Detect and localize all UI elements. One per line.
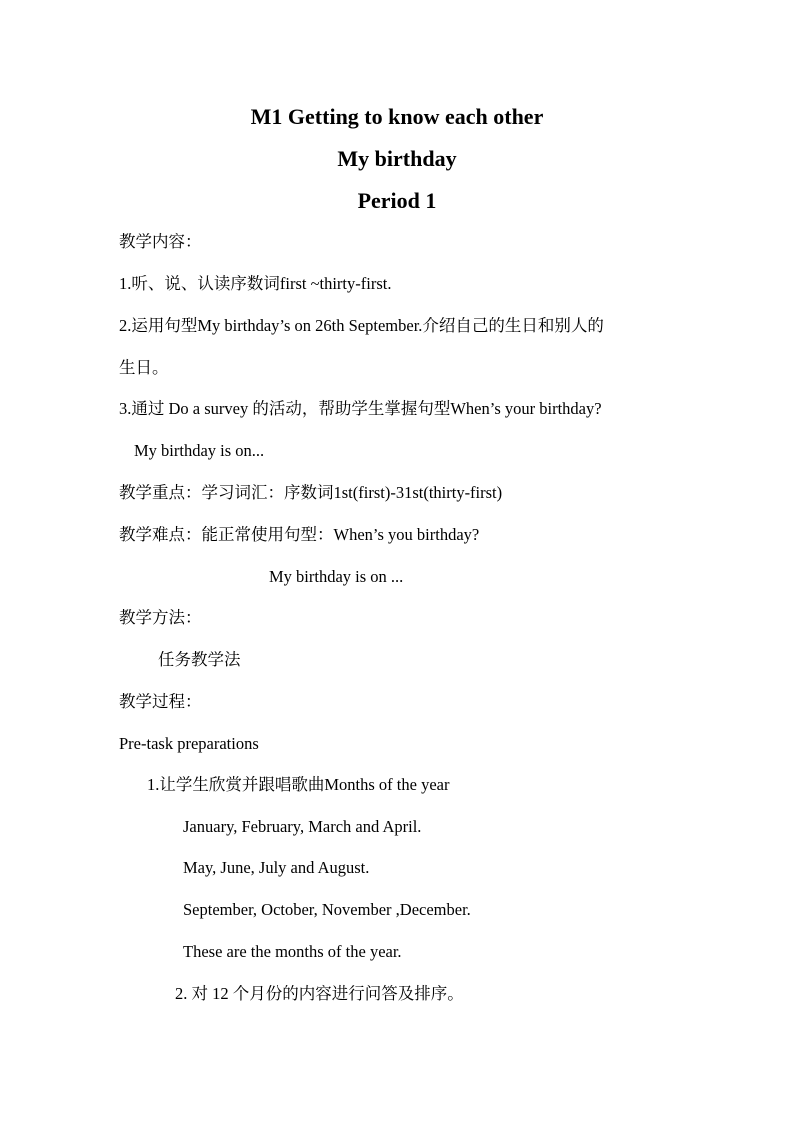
process-item-1: 1.让学生欣赏并跟唱歌曲Months of the year <box>147 775 450 794</box>
difficult-points: 教学难点：能正常使用句型：When’s you birthday? <box>119 525 480 544</box>
content-item-3: 3.通过 Do a survey 的活动，帮助学生掌握句型When’s your birthday? <box>119 399 602 418</box>
process-item-2: 2. 对 12 个月份的内容进行问答及排序。 <box>175 984 464 1003</box>
key-points: 教学重点：学习词汇：序数词1st(first)-31st(thirty-first) <box>119 483 503 502</box>
method-text: 任务教学法 <box>158 650 241 669</box>
song-line-4: These are the months of the year. <box>183 942 402 961</box>
document-title: M1 Getting to know each other <box>250 104 544 129</box>
content-item-1: 1.听、说、认读序数词first ~thirty-first. <box>119 274 392 293</box>
content-item-2: 2.运用句型My birthday’s on 26th September.介绍自己的生日和别人的 <box>119 316 604 335</box>
document-subtitle: My birthday <box>337 146 457 171</box>
section-heading-method: 教学方法： <box>119 608 202 627</box>
content-item-2-cont: 生日。 <box>119 358 169 377</box>
pre-task-heading: Pre-task preparations <box>119 734 259 753</box>
section-heading-process: 教学过程： <box>119 692 202 711</box>
section-heading-content: 教学内容： <box>119 232 202 251</box>
song-line-3: September, October, November ,December. <box>183 900 471 919</box>
song-line-1: January, February, March and April. <box>183 817 422 836</box>
content-item-3-cont: My birthday is on... <box>134 441 265 460</box>
document-period: Period 1 <box>357 188 437 213</box>
difficult-points-cont: My birthday is on ... <box>269 567 404 586</box>
song-line-2: May, June, July and August. <box>183 858 370 877</box>
